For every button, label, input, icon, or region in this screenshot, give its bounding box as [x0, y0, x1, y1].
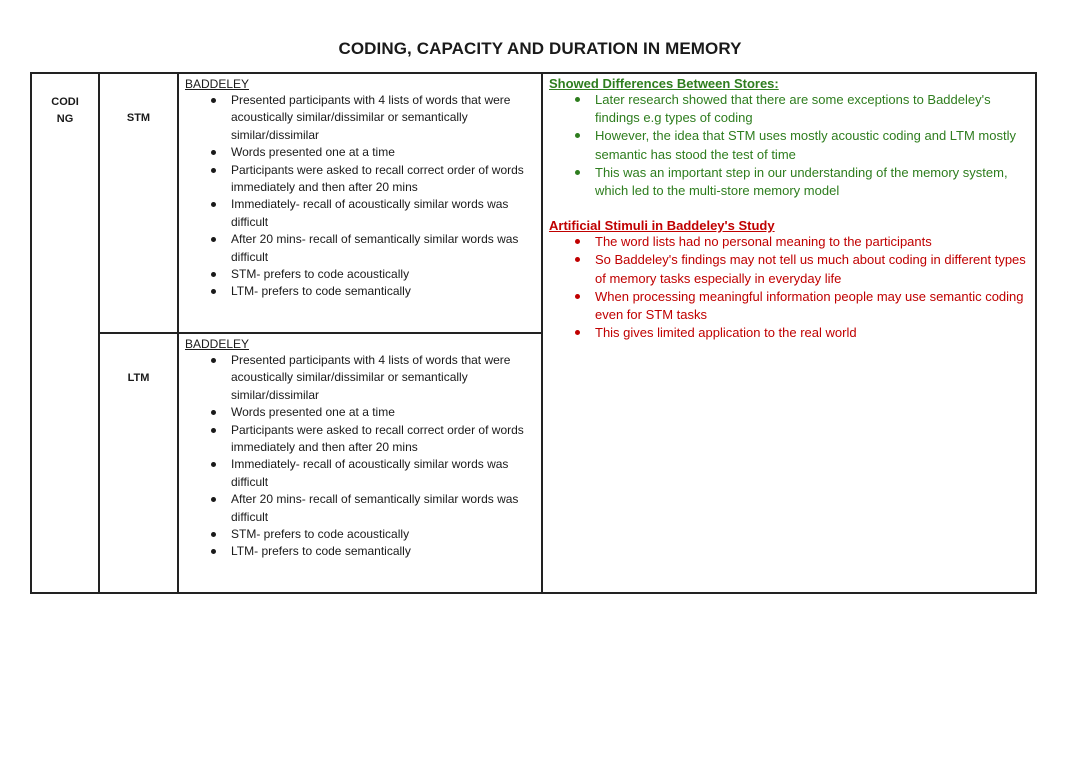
list-item: Presented participants with 4 lists of words that were acoustically similar/dissimilar or semantically similar/dissimilar: [209, 92, 535, 144]
list-item: So Baddeley's findings may not tell us much about coding in different types of memory tasks especially in everyday life: [573, 251, 1029, 287]
list-item: Immediately- recall of acoustically similar words was difficult: [209, 456, 535, 491]
store-label-stm: STM: [126, 112, 151, 124]
list-item: LTM- prefers to code semantically: [209, 283, 535, 300]
weakness-list: [549, 233, 1029, 342]
list-item: When processing meaningful information people may use semantic coding even for STM tasks: [573, 288, 1029, 324]
store-cell-ltm: [99, 333, 178, 593]
list-item: The word lists had no personal meaning to the participants: [573, 233, 1029, 251]
study-heading-stm: BADDELEY: [185, 77, 250, 91]
list-item: After 20 mins- recall of semantically similar words was difficult: [209, 231, 535, 266]
list-item: Participants were asked to recall correct order of words immediately and then after 20 mins: [209, 422, 535, 457]
notes-cell-ltm: [178, 333, 542, 593]
evaluation-cell: [542, 73, 1036, 593]
strength-list: [549, 91, 1029, 200]
weakness-heading: Artificial Stimuli in Baddeley's Study: [549, 218, 775, 234]
list-item: STM- prefers to code acoustically: [209, 266, 535, 283]
list-item: Words presented one at a time: [209, 404, 535, 421]
list-item: Presented participants with 4 lists of words that were acoustically similar/dissimilar or semantically similar/dissimilar: [209, 352, 535, 404]
list-item: Later research showed that there are some exceptions to Baddeley's findings e.g types of coding: [573, 91, 1029, 127]
list-item: STM- prefers to code acoustically: [209, 526, 535, 543]
list-item: Immediately- recall of acoustically similar words was difficult: [209, 196, 535, 231]
page-title: CODING, CAPACITY AND DURATION IN MEMORY: [338, 39, 742, 58]
list-item: However, the idea that STM uses mostly acoustic coding and LTM mostly semantic has stood the test of time: [573, 127, 1029, 163]
list-item: This was an important step in our understanding of the memory system, which led to the multi-store memory model: [573, 164, 1029, 200]
coding-table: [30, 72, 1037, 594]
table-row-stm: [31, 73, 1036, 333]
topic-label: CODING: [51, 96, 79, 125]
notes-cell-stm: [178, 73, 542, 333]
list-item: This gives limited application to the real world: [573, 324, 1029, 342]
study-heading-ltm: BADDELEY: [185, 337, 250, 351]
strength-section: [549, 76, 1029, 200]
weakness-section: [549, 218, 1029, 342]
notes-list-ltm: [185, 352, 535, 561]
topic-cell: [31, 73, 99, 593]
notes-list-stm: [185, 92, 535, 301]
list-item: LTM- prefers to code semantically: [209, 543, 535, 560]
list-item: Words presented one at a time: [209, 144, 535, 161]
strength-heading: Showed Differences Between Stores:: [549, 76, 779, 91]
store-cell-stm: [99, 73, 178, 333]
list-item: Participants were asked to recall correct order of words immediately and then after 20 mins: [209, 162, 535, 197]
list-item: After 20 mins- recall of semantically similar words was difficult: [209, 491, 535, 526]
store-label-ltm: LTM: [127, 372, 150, 384]
